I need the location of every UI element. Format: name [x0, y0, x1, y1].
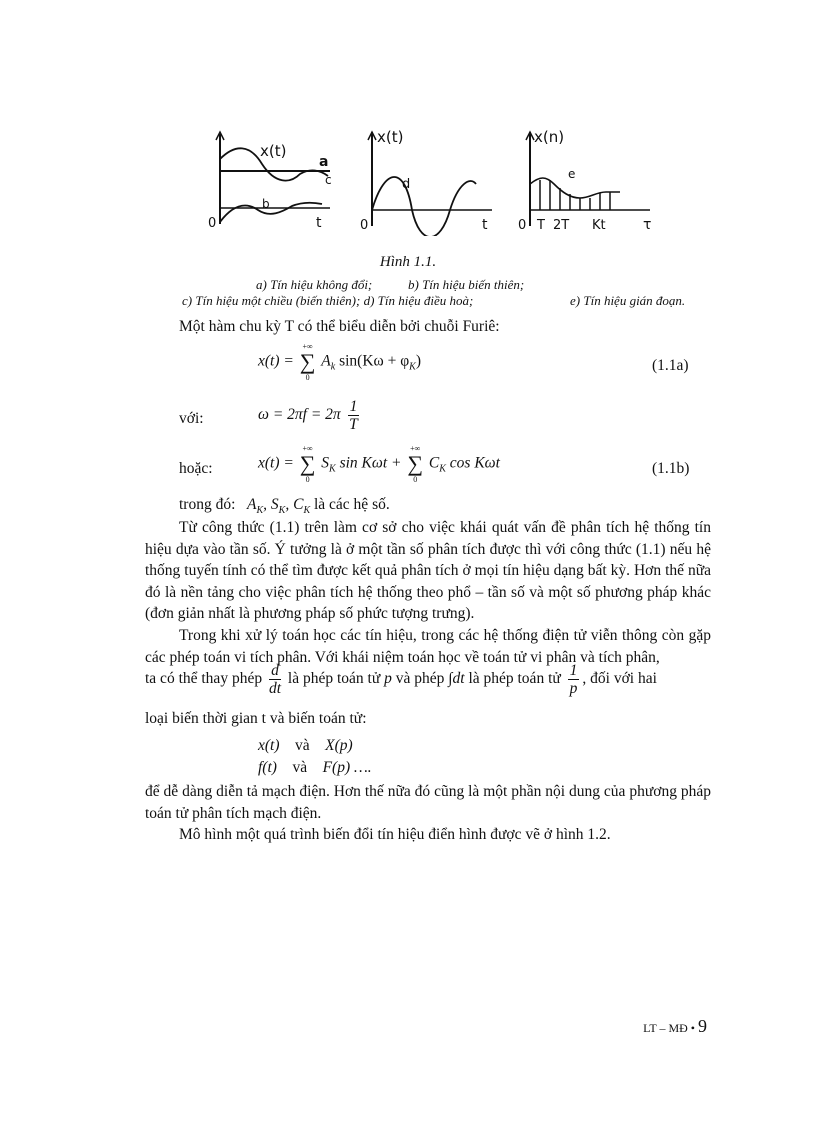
ylabel-e: x(n) — [534, 128, 565, 146]
origin-a: 0 — [208, 216, 217, 231]
origin-e: 0 — [518, 218, 527, 233]
intro-text: Một hàm chu kỳ T có thể biểu diễn bởi chuỗi Furiê: — [179, 318, 500, 335]
tick-kt: Kt — [592, 218, 606, 233]
pair-x: x(t) và X(p) — [258, 737, 353, 754]
origin-d: 0 — [360, 218, 369, 233]
paragraph-1: Từ công thức (1.1) trên làm cơ sở cho việc khái quát vấn đề phân tích hệ thống tín hiệu dựa vào tần số. Ý tưởng là ở một tần số phân tích được thì với công thức (1.1) nếu hệ thống tuyến tính có thể tìm được kết quả phân tích ở mọi tín hiệu dạng bất kỳ. Hơn thế nữa đó là nền tảng cho việc phân tích hệ thống theo phổ – tần số và một số phương pháp khác (đơn giản nhất là phương pháp số phức tượng trưng). — [145, 519, 711, 622]
label-e: e — [568, 167, 576, 181]
label-c: c — [325, 173, 332, 187]
label-d: d — [402, 177, 411, 192]
equation-1-1b: x(t) = +∞ ∑ 0 $S_K$ sin Kωt + +∞ ∑ 0 $C_K$ cos Kωt — [258, 444, 500, 484]
figure-panel-d — [350, 126, 500, 236]
paragraph-4: Mô hình một quá trình biến đổi tín hiệu điển hình được vẽ ở hình 1.2. — [179, 826, 611, 843]
samples — [540, 180, 610, 210]
equation-label-hoac: hoặc: — [179, 460, 213, 477]
label-b: b — [262, 197, 270, 211]
caption-b: b) Tín hiệu biến thiên; — [408, 277, 525, 292]
curve-d — [372, 177, 476, 236]
caption-e: e) Tín hiệu gián đoạn. — [570, 293, 686, 308]
xlabel-d: t — [482, 217, 488, 233]
equation-1-1a: x(t) = +∞ ∑ 0 $A_k$ $\sin(K\omega + \varphi_K)$ — [258, 342, 422, 382]
omega-label: với: — [179, 410, 204, 427]
label-a: a — [319, 154, 329, 170]
ylabel-d: x(t) — [377, 128, 404, 146]
sum-symbol: +∞ ∑ 0 — [299, 342, 316, 382]
operator-line: ta có thể thay phép $\frac{d}{dt}$ là phép toán tử p và phép ∫dt là phép toán tử $\frac{1}{p}$ , đối với hai — [145, 662, 657, 697]
tick-2t: 2T — [553, 218, 570, 233]
figure-panel-a — [200, 126, 340, 236]
where-line: trong đó: $A_K$, $S_K$, $C_K$ là các hệ số. — [179, 496, 390, 517]
paragraph-2: Trong khi xử lý toán học các tín hiệu, trong các hệ thống điện tử viễn thông còn gặp các phép toán vi tích phân. Với khái niệm toán học về toán tử vi phân và tích phân, — [145, 627, 711, 666]
tick-t: T — [537, 218, 545, 233]
equation-number-1-1a: (1.1a) — [652, 357, 689, 374]
caption-cd: c) Tín hiệu một chiều (biến thiên); d) Tín hiệu điều hoà; — [182, 293, 474, 308]
curve-b — [220, 203, 322, 222]
ylabel-a: x(t) — [260, 142, 287, 160]
equation-number-1-1b: (1.1b) — [652, 460, 690, 477]
pair-f: f(t) và F(p) …. — [258, 759, 372, 776]
page-footer: LT – MĐ • 9 — [643, 1016, 707, 1036]
figure-caption-title: Hình 1.1. — [379, 254, 437, 270]
paragraph-3: để dễ dàng diễn tả mạch điện. Hơn thế nữa đó cũng là một phần nội dung của phương pháp toán tử phân tích mạch điện. — [145, 783, 711, 822]
page-number: 9 — [698, 1016, 707, 1036]
xlabel-a: t — [316, 215, 322, 231]
curve-e — [530, 178, 620, 198]
omega-equation: ω = 2πf = 2π $\frac{1}{T}$ — [258, 398, 358, 433]
figure-panel-e — [510, 126, 660, 236]
variables-line: loại biến thời gian t và biến toán tử: — [145, 710, 367, 727]
xlabel-e: τ — [643, 217, 652, 233]
caption-a: a) Tín hiệu không đổi; — [256, 277, 373, 292]
